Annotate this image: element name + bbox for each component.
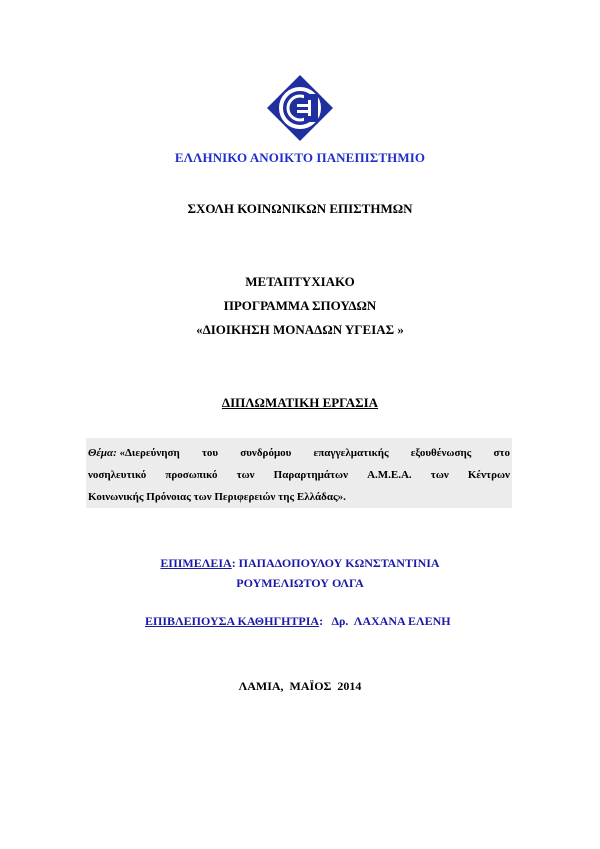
subject-word: συνδρόμου	[240, 447, 292, 459]
program-title	[0, 270, 600, 342]
subject-word: στο	[493, 447, 510, 459]
subject-word: των	[236, 469, 255, 481]
subject-word: του	[201, 447, 219, 459]
authors-block	[0, 553, 600, 593]
supervisor-block	[145, 614, 451, 629]
subject-word: Παραρτημάτων	[273, 469, 348, 481]
subject-word: επαγγελματικής	[313, 447, 389, 459]
thesis-type: ΔΙΠΛΩΜΑΤΙΚΗ ΕΡΓΑΣΙΑ	[221, 395, 379, 410]
subject-line-2	[88, 464, 510, 486]
subject-word: Α.Μ.Ε.Α.	[367, 469, 412, 481]
eap-logo-icon	[266, 74, 334, 142]
subject-word: νοσηλευτικό	[88, 469, 147, 481]
program-line-2: ΠΡΟΓΡΑΜΜΑ ΣΠΟΥΔΩΝ	[223, 298, 377, 313]
subject-text: Κοινωνικής Πρόνοιας των Περιφερειών της Ελλάδας».	[88, 491, 346, 503]
supervisor-name: : Δρ. ΛΑΧΑΝΑ ΕΛΕΝΗ	[319, 614, 451, 628]
subject-word: εξουθένωσης	[410, 447, 472, 459]
subject-label: Θέμα:	[88, 447, 117, 459]
subject-box	[86, 438, 512, 508]
school-name: ΣΧΟΛΗ ΚΟΙΝΩΝΙΚΩΝ ΕΠΙΣΤΗΜΩΝ	[187, 201, 413, 216]
subject-word: «Διερεύνηση	[119, 447, 180, 459]
program-line-1: ΜΕΤΑΠΤΥΧΙΑΚΟ	[245, 274, 355, 289]
university-name: ΕΛΛΗΝΙΚΟ ΑΝΟΙΚΤΟ ΠΑΝΕΠΙΣΤΗΜΙΟ	[174, 150, 426, 165]
author-name-2: ΡΟΥΜΕΛΙΩΤΟΥ ΟΛΓΑ	[236, 576, 364, 590]
author-name-1: : ΠΑΠΑΔΟΠΟΥΛΟΥ ΚΩΝΣΤΑΝΤΙΝΙΑ	[231, 556, 440, 570]
authors-label: ΕΠΙΜΕΛΕΙΑ	[160, 556, 232, 570]
subject-line-1	[88, 442, 510, 464]
authors-line-1	[0, 553, 600, 573]
subject-word: των	[430, 469, 449, 481]
subject-word: Κέντρων	[467, 469, 510, 481]
place-date: ΛΑΜΙΑ, ΜΑΪΟΣ 2014	[238, 679, 362, 693]
supervisor-label: ΕΠΙΒΛΕΠΟΥΣΑ ΚΑΘΗΓΗΤΡΙΑ	[145, 614, 320, 628]
subject-line-3	[88, 486, 510, 508]
subject-word: προσωπικό	[165, 469, 218, 481]
program-line-3: «ΔΙΟΙΚΗΣΗ ΜΟΝΑΔΩΝ ΥΓΕΙΑΣ »	[196, 322, 404, 337]
